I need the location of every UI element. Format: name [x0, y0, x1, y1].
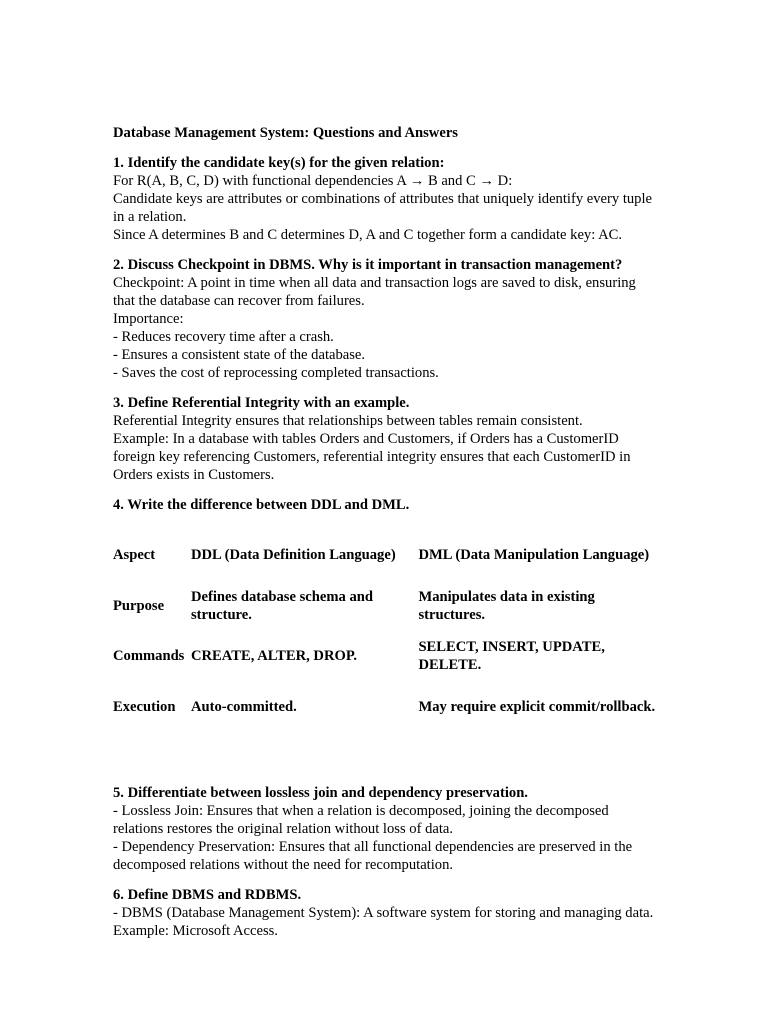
question-3-heading: 3. Define Referential Integrity with an example. — [113, 395, 410, 411]
document-title: Database Management System: Questions and Answers — [113, 125, 458, 141]
question-3-line: Example: In a database with tables Orders and Customers, if Orders has a CustomerID foreign key referencing Customers, referential integrity ensures that each CustomerID in Orders exists in Customers. — [113, 431, 631, 483]
question-2 — [113, 256, 658, 382]
table-cell: May require explicit commit/rollback. — [418, 698, 656, 715]
question-2-line: - Ensures a consistent state of the database. — [113, 347, 366, 363]
question-5 — [113, 784, 658, 874]
question-3-line: Referential Integrity ensures that relationships between tables remain consistent. — [113, 413, 583, 429]
table-header-row — [113, 530, 658, 581]
table-header-cell: DDL (Data Definition Language) — [190, 547, 396, 564]
table-cell: Auto-committed. — [190, 698, 297, 715]
table-cell: Purpose — [113, 597, 165, 614]
table-cell: Commands — [113, 648, 185, 665]
question-4-heading: 4. Write the difference between DDL and DML. — [113, 497, 410, 513]
question-2-line: Checkpoint: A point in time when all data and transaction logs are saved to disk, ensuring that the database can recover from failures. — [113, 275, 636, 309]
table-header-cell: Aspect — [113, 547, 156, 564]
question-2-heading: 2. Discuss Checkpoint in DBMS. Why is it important in transaction management? — [113, 257, 623, 273]
question-3 — [113, 394, 658, 484]
question-5-line: - Lossless Join: Ensures that when a relation is decomposed, joining the decomposed relations restores the original relation without loss of data. — [113, 803, 609, 837]
ddl-dml-comparison-table — [113, 530, 658, 732]
table-cell: Execution — [113, 698, 176, 715]
question-2-line: Importance: — [113, 311, 184, 327]
table-spacer — [113, 732, 658, 772]
document-page — [113, 124, 658, 952]
table-cell: CREATE, ALTER, DROP. — [190, 648, 358, 665]
table-cell: Defines database schema and structure. — [190, 588, 373, 623]
question-5-heading: 5. Differentiate between lossless join and dependency preservation. — [113, 785, 528, 801]
table-cell: Manipulates data in existing structures. — [418, 588, 595, 623]
table-row — [113, 682, 658, 733]
question-1-heading: 1. Identify the candidate key(s) for the given relation: — [113, 155, 445, 171]
question-1 — [113, 154, 658, 244]
table-row — [113, 631, 658, 682]
table-header-cell: DML (Data Manipulation Language) — [418, 547, 650, 564]
question-2-line: - Saves the cost of reprocessing completed transactions. — [113, 365, 439, 381]
table-row — [113, 581, 658, 632]
question-1-line: For R(A, B, C, D) with functional dependencies A → B and C → D: — [113, 173, 513, 189]
question-6-heading: 6. Define DBMS and RDBMS. — [113, 887, 302, 903]
question-2-line: - Reduces recovery time after a crash. — [113, 329, 334, 345]
question-6-line: - DBMS (Database Management System): A software system for storing and managing data. Example: Microsoft Access. — [113, 905, 654, 939]
table-cell: SELECT, INSERT, UPDATE, DELETE. — [418, 639, 605, 674]
question-4 — [113, 496, 658, 772]
question-1-line: Candidate keys are attributes or combinations of attributes that uniquely identify every tuple in a relation. — [113, 191, 653, 225]
question-6 — [113, 886, 658, 940]
question-5-line: - Dependency Preservation: Ensures that all functional dependencies are preserved in the decomposed relations without the need for recomputation. — [113, 839, 633, 873]
question-1-line: Since A determines B and C determines D, A and C together form a candidate key: AC. — [113, 227, 623, 243]
